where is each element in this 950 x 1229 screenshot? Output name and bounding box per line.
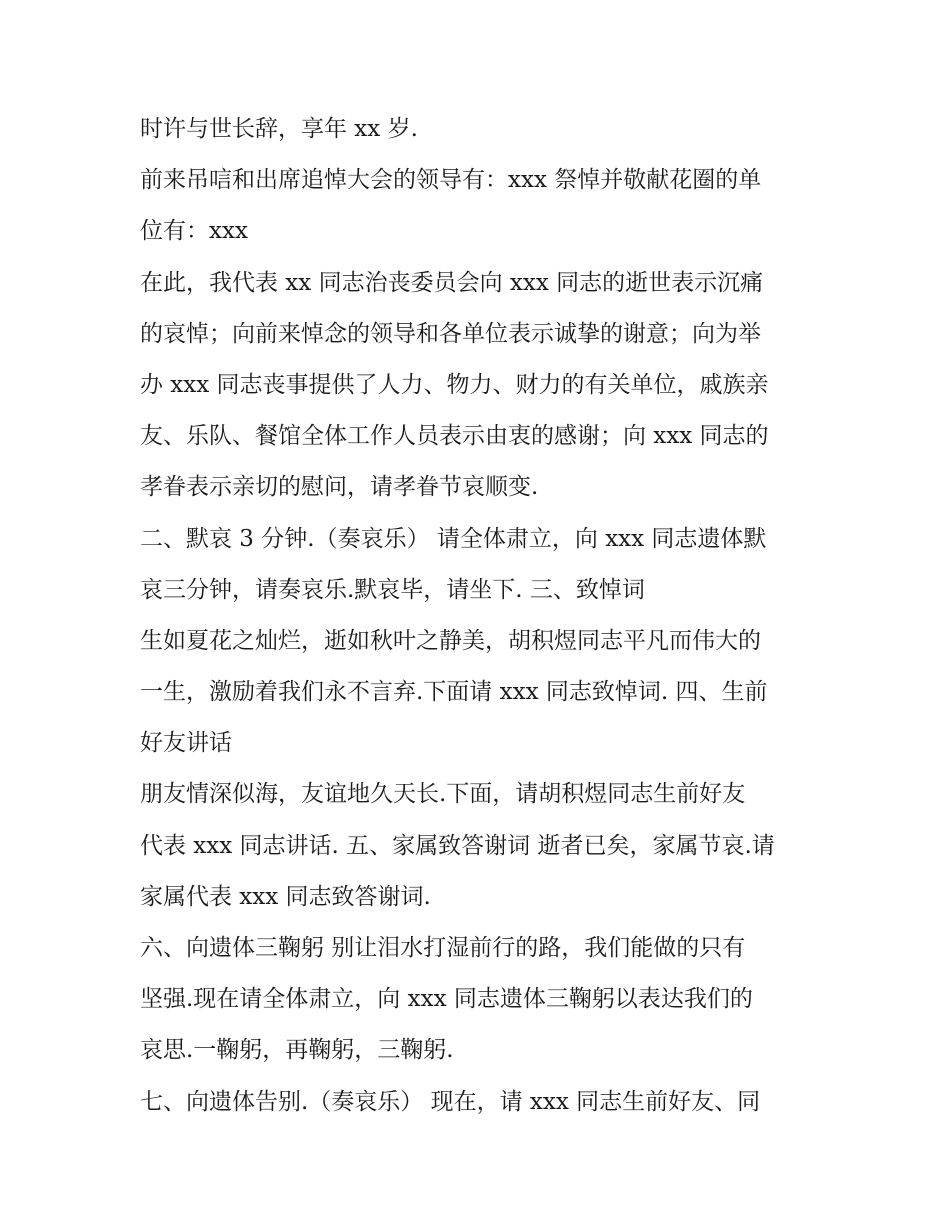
text-line: 代表 xxx 同志讲话. 五、家属致答谢词 逝者已矣，家属节哀.请 <box>140 832 775 859</box>
text-line: 时许与世长辞，享年 xx 岁. <box>140 116 418 142</box>
document-body <box>140 104 830 1128</box>
text-line: 办 xxx 同志丧事提供了人力、物力、财力的有关单位，戚族亲 <box>140 371 769 398</box>
text-line: 前来吊唁和出席追悼大会的领导有：xxx 祭悼并敬献花圈的单 <box>140 167 762 194</box>
text-line: 在此，我代表 xx 同志治丧委员会向 xxx 同志的逝世表示沉痛 <box>140 269 764 296</box>
text-line: 的哀悼；向前来悼念的领导和各单位表示诚挚的谢意；向为举 <box>140 320 761 347</box>
text-line: 家属代表 xxx 同志致答谢词. <box>140 883 431 910</box>
text-line: 孝眷表示亲切的慰问，请孝眷节哀顺变. <box>140 474 539 501</box>
text-line: 坚强.现在请全体肃立，向 xxx 同志遗体三鞠躬以表达我们的 <box>140 986 753 1013</box>
text-line: 友、乐队、餐馆全体工作人员表示由衷的感谢；向 xxx 同志的 <box>140 423 769 450</box>
text-line: 七、向遗体告别.（奏哀乐） 现在，请 xxx 同志生前好友、同 <box>140 1088 761 1115</box>
text-line: 好友讲话 <box>140 730 232 757</box>
text-line: 一生，激励着我们永不言弃.下面请 xxx 同志致悼词. 四、生前 <box>140 679 768 706</box>
text-line: 生如夏花之灿烂，逝如秋叶之静美，胡积煜同志平凡而伟大的 <box>140 627 761 654</box>
text-line: 六、向遗体三鞠躬 别让泪水打湿前行的路，我们能做的只有 <box>140 935 746 961</box>
text-line: 位有：xxx <box>140 218 248 245</box>
text-line: 哀三分钟，请奏哀乐.默哀毕，请坐下. 三、致悼词 <box>140 576 645 603</box>
text-line: 哀思.一鞠躬，再鞠躬，三鞠躬. <box>140 1037 454 1064</box>
text-line: 二、默哀 3 分钟.（奏哀乐） 请全体肃立，向 xxx 同志遗体默 <box>140 525 767 552</box>
text-line: 朋友情深似海，友谊地久天长.下面，请胡积煜同志生前好友 <box>140 781 746 808</box>
